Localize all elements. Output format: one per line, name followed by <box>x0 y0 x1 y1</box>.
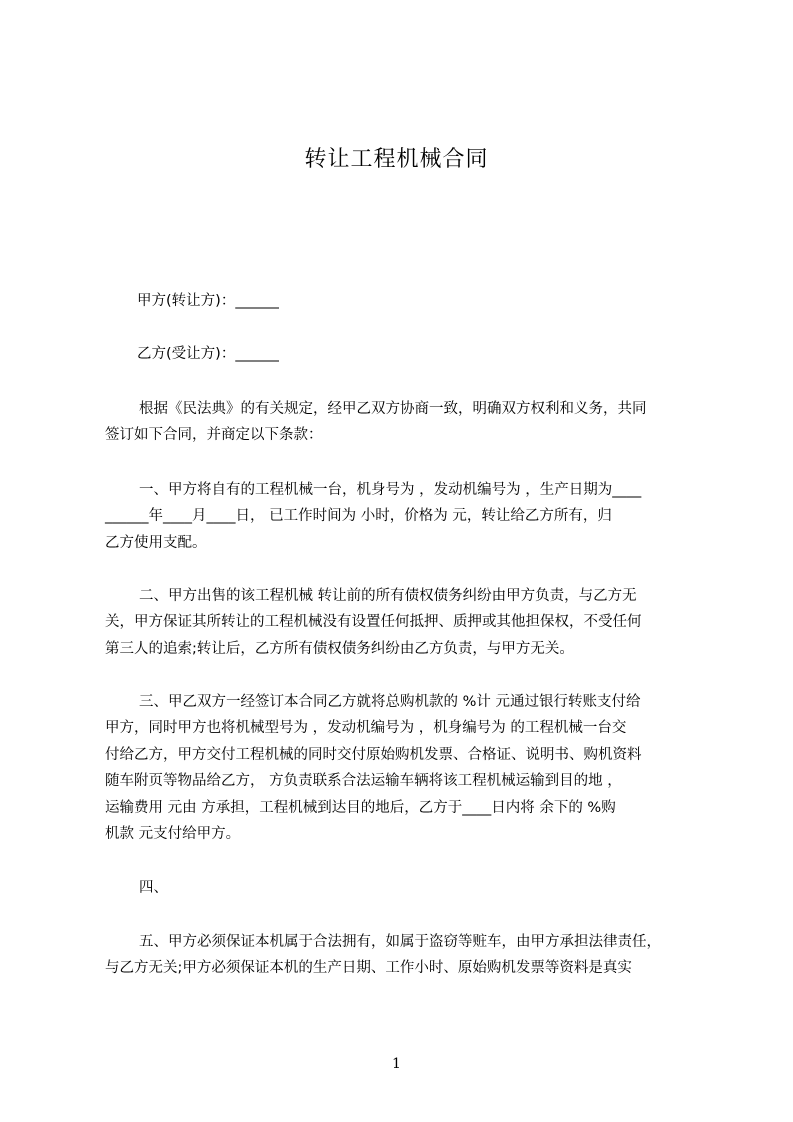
clause-3-line-6: 机款 元支付给甲方。 <box>105 826 241 842</box>
clause-3-line-2: 甲方，同时甲方也将机械型号为 ，发动机编号为 ，机身编号为 的工程机械一台交 <box>105 720 627 736</box>
party-b-line: 乙方(受让方)：______ <box>137 346 279 362</box>
document-title: 转让工程机械合同 <box>304 147 489 172</box>
clause-5-line-2: 与乙方无关;甲方必须保证本机的生产日期、工作小时、原始购机发票等资料是真实 <box>105 960 632 976</box>
clause-3-line-4: 随车附页等物品给乙方， 方负责联系合法运输车辆将该工程机械运输到目的地 ， <box>105 773 622 789</box>
clause-1-line-3: 乙方使用支配。 <box>105 535 207 551</box>
page-number: 1 <box>392 1056 401 1072</box>
clause-1-line-2: ______年____月____日， 已工作时间为 小时，价格为 元，转让给乙方所有，归 <box>105 508 612 524</box>
preamble-line-2: 签订如下合同，并商定以下条款： <box>105 427 323 443</box>
clause-3-line-1: 三、甲乙双方一经签订本合同乙方就将总购机款的 %计 元通过银行转账支付给 <box>139 694 641 710</box>
clause-2-line-3: 第三人的追索;转让后，乙方所有债权债务纠纷由乙方负责，与甲方无关。 <box>105 641 574 657</box>
clause-5-line-1: 五、甲方必须保证本机属于合法拥有，如属于盗窃等赃车，由甲方承担法律责任， <box>139 934 661 950</box>
party-a-line: 甲方(转让方)：______ <box>137 293 279 309</box>
clause-2-line-1: 二、甲方出售的该工程机械 转让前的所有债权债务纠纷由甲方负责，与乙方无 <box>139 588 637 604</box>
preamble-line-1: 根据《民法典》的有关规定，经甲乙双方协商一致，明确双方权利和义务，共同 <box>139 401 647 417</box>
clause-4-line: 四、 <box>139 880 168 896</box>
clause-1-line-1: 一、甲方将自有的工程机械一台，机身号为 ，发动机编号为 ，生产日期为____ <box>139 482 642 498</box>
clause-2-line-2: 关，甲方保证其所转让的工程机械没有设置任何抵押、质押或其他担保权，不受任何 <box>105 614 642 630</box>
clause-3-line-3: 付给乙方，甲方交付工程机械的同时交付原始购机发票、合格证、说明书、购机资料 <box>105 747 642 763</box>
clause-3-line-5: 运输费用 元由 方承担，工程机械到达目的地后，乙方于____日内将 余下的 %购 <box>105 800 616 816</box>
